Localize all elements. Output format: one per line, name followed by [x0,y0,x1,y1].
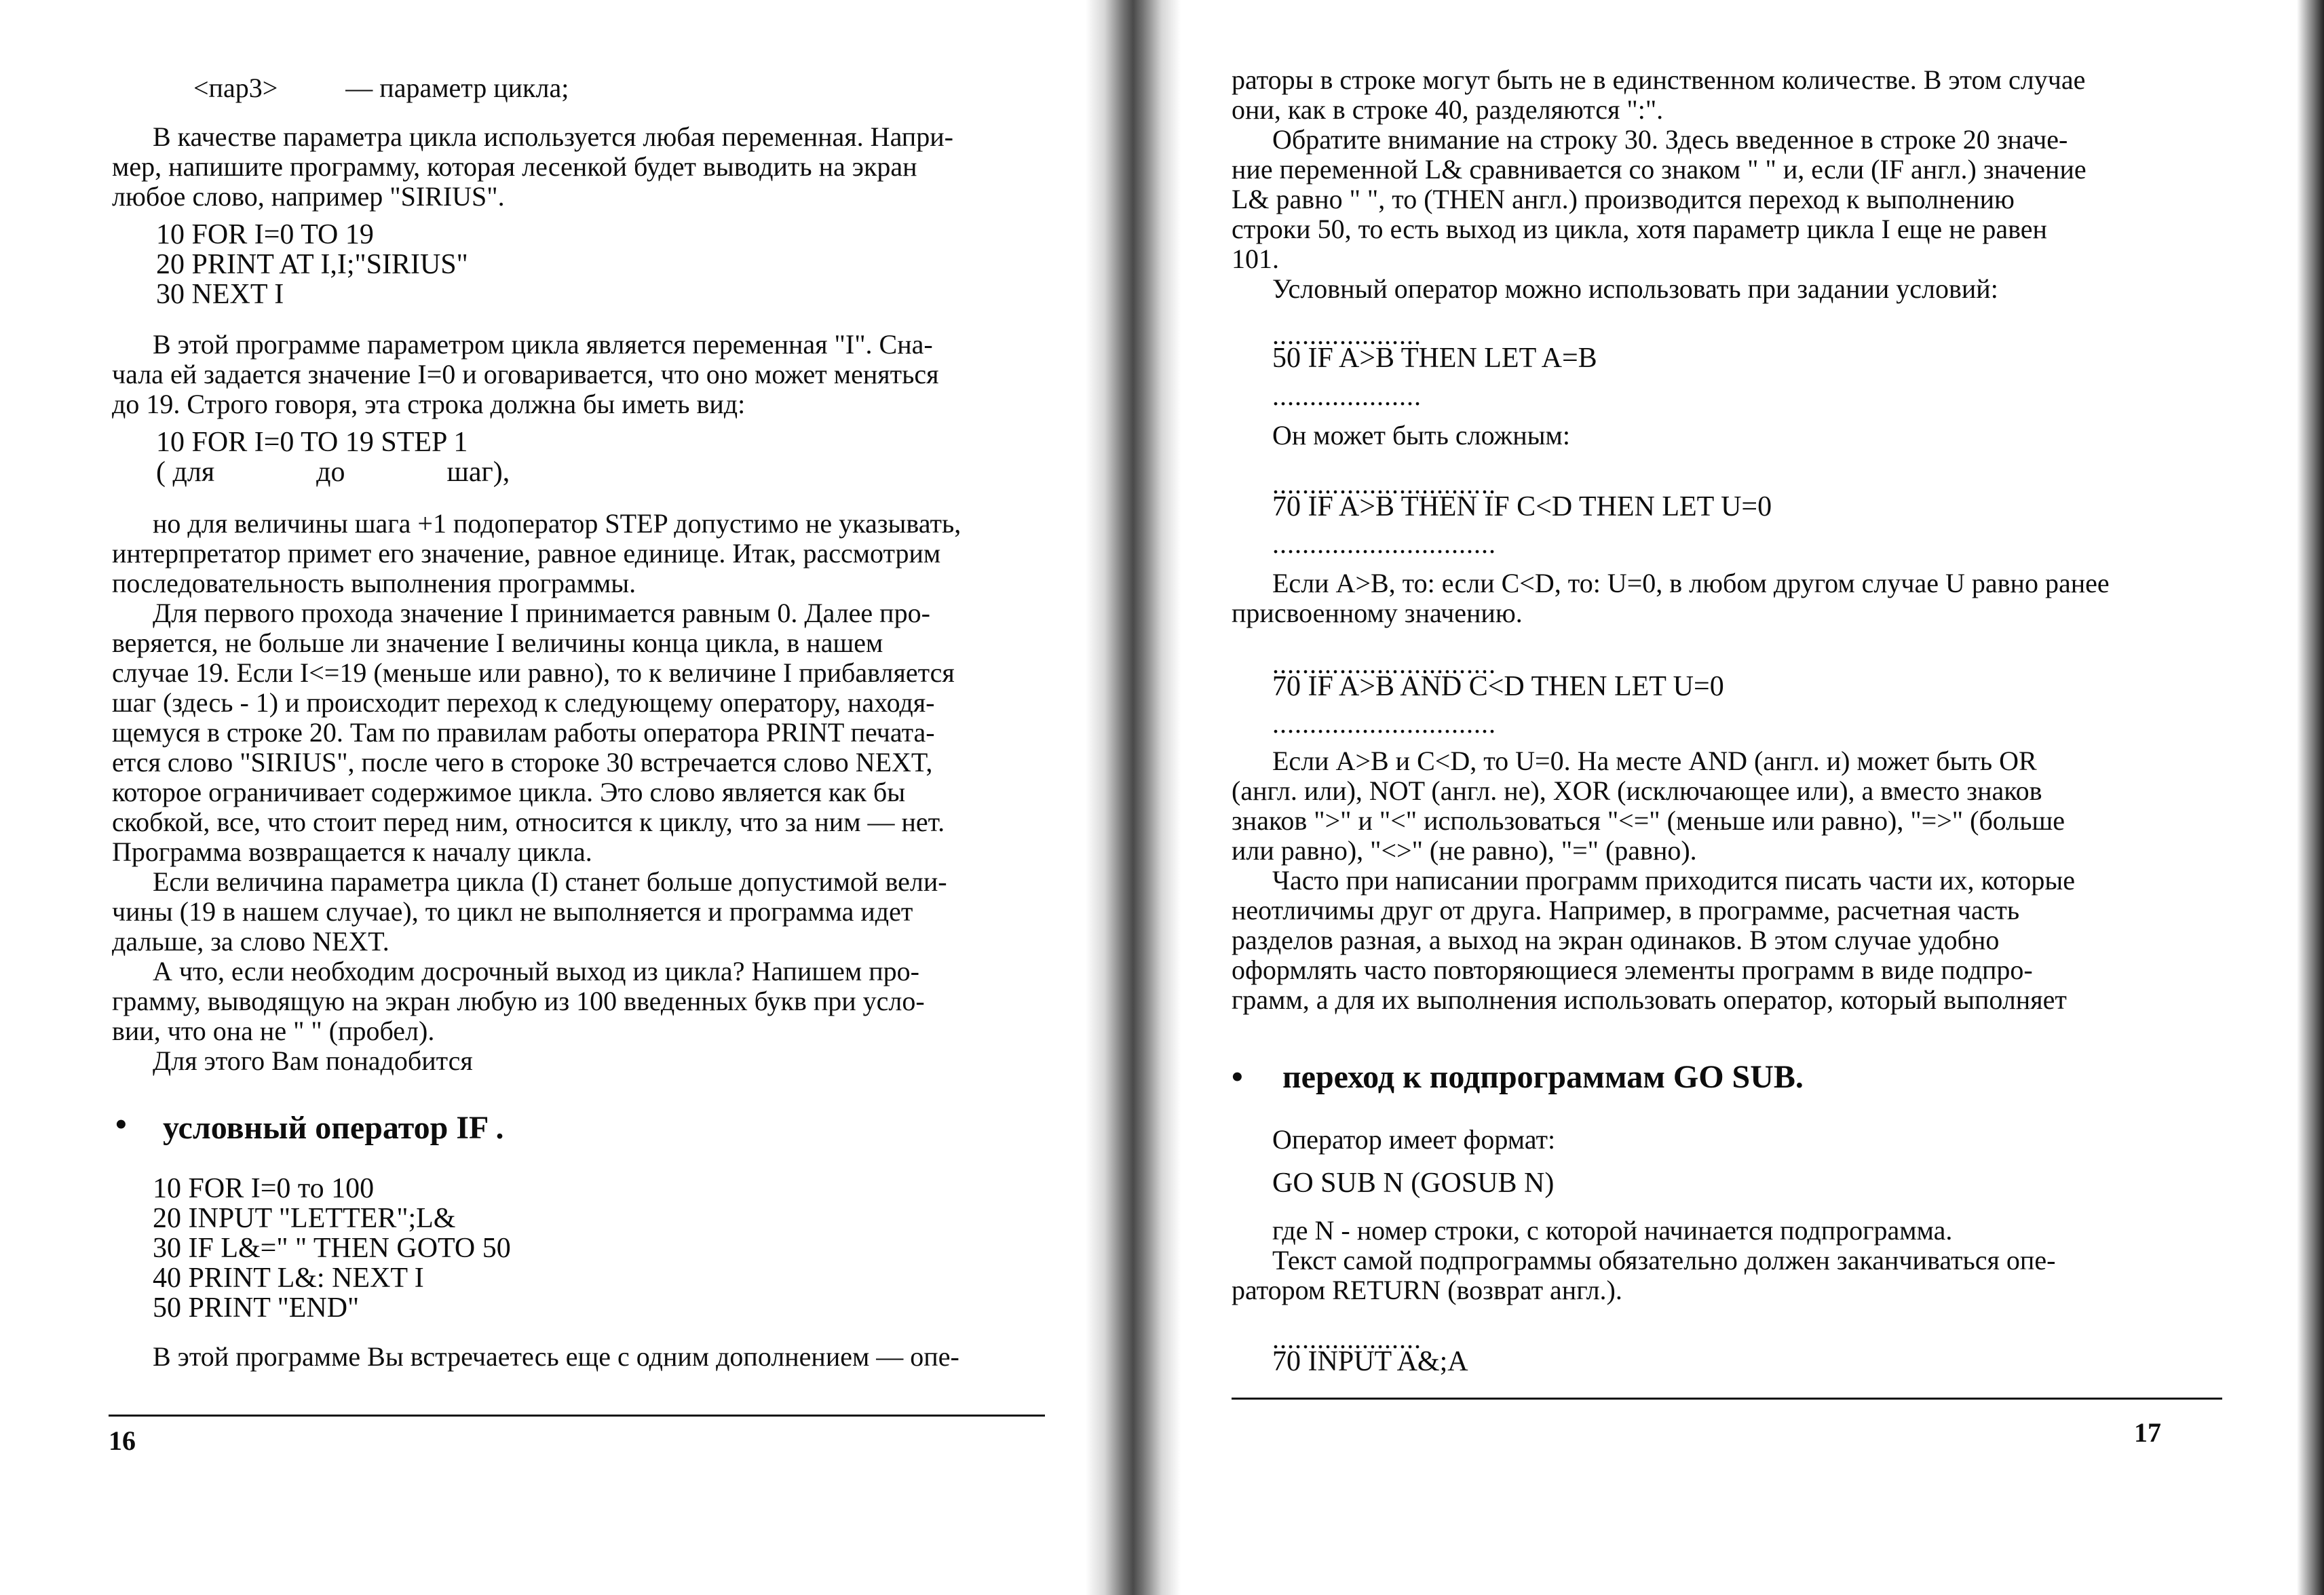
code-block-3: 10 FOR I=0 то 100 20 INPUT "LETTER";L& 30 IF L&=" " THEN GOTO 50 40 PRINT L&: NEXT I 50 PRINT "END" [153,1173,511,1324]
code-block-2: 10 FOR I=0 TO 19 STEP 1 ( для до шаг), [156,427,510,488]
code-gloss: ( для до шаг), [156,457,510,488]
complex-label: Он может быть сложным: [1272,420,1570,450]
code-block-1: 10 FOR I=0 TO 19 20 PRINT AT I,I;"SIRIUS" 30 NEXT I [156,219,468,310]
code-line-4: 70 INPUT A&;A [1272,1346,1468,1377]
paragraph-3: но для величины шага +1 подоператор STEP допустимо не указывать, интерпретатор примет его значение, равное единице. Итак, рассмотрим последовательность выполнения программы. Для первого прохода значение I принимается равным 0. Далее про- веряется, не больше ли значение I величины конца цикла, в нашем случае 19. Если I<=19 (меньше или равно), то к величине I прибавляется шаг (здесь - 1) и происходит переход к следующему оператору, находя- щемуся в строке 20. Там по правилам работы оператора PRINT печата- ется слово "SIRIUS", после чего в стороке 30 встречается слово NEXT, которое ограничивает содержимое цикла. Это слово является как бы скобкой, все, что стоит перед ним, относится к циклу, что за ним — нет. Программа возвращается к началу цикла. Если величина параметра цикла (I) станет больше допустимой вели- чины (19 в нашем случае), то цикл не выполняется и программа идет дальше, за слово NEXT. А что, если необходим досрочный выход из цикла? Напишем про- грамму, выводящую на экран любую из 100 введенных букв при усло- вии, что она не " " (пробел). Для этого Вам понадобится [112,508,961,1076]
ellipsis-line: .................... [1272,320,1422,350]
paragraph-1: раторы в строке могут быть не в единственном количестве. В этом случае они, как в строке 40, разделяются ":". Обратите внимание на строку 30. Здесь введенное в строке 20 значе- ние переменной L& сравнивается со знаком " " и, если (IF англ.) значение L& равно " ", то (THEN англ.) производится переход к выполнению строки 50, то есть выход из цикла, хотя параметр цикла I еще не равен 101. Условный оператор можно использовать при задании условий: [1232,64,2087,304]
footer-rule [1232,1398,2222,1400]
paragraph-2: Если A>B, то: если C<D, то: U=0, в любом другом случае U равно ранее присвоенному значению. [1232,568,2110,628]
ellipsis-line: .................... [1272,1324,1422,1354]
ellipsis-line: .................... [1272,381,1422,411]
footer-rule [109,1415,1045,1417]
paragraph-1: В качестве параметра цикла используется любая переменная. Напри- мер, напишите программу, которая лесенкой будет выводить на экран любое слово, например "SIRIUS". [112,121,953,212]
ellipsis-line: .............................. [1272,469,1496,499]
paragraph-4: где N - номер строки, с которой начинается подпрограмма. Текст самой подпрограммы обязательно должен заканчиваться опе- ратором RETURN (возврат англ.). [1232,1215,2056,1305]
code-line-1: 50 IF A>B THEN LET A=B [1272,343,1597,374]
page-number: 17 [2134,1417,2161,1448]
bullet-icon: • [1232,1059,1243,1095]
heading-if: условный оператор IF . [163,1110,504,1146]
code-line-2: 70 IF A>B THEN IF C<D THEN LET U=0 [1272,491,1772,522]
param-line: <пар3> — параметр цикла; [193,73,569,103]
code-line-3: 70 IF A>B AND C<D THEN LET U=0 [1272,671,1724,702]
ellipsis-line: .............................. [1272,649,1496,679]
format-code: GO SUB N (GOSUB N) [1272,1168,1555,1199]
page-number: 16 [109,1425,136,1456]
paragraph-4: В этой программе Вы встречаетесь еще с одним дополнением — опе- [153,1341,959,1372]
heading-gosub: переход к подпрограммам GO SUB. [1282,1059,1804,1095]
ellipsis-line: .............................. [1272,529,1496,559]
paragraph-3: Если A>B и C<D, то U=0. На месте AND (англ. и) может быть OR (англ. или), NOT (англ. не), XOR (исключающее или), а вместо знаков знаков ">" и "<" использоваться "<=" (меньше или равно), "=>" (больше или равно), "<>" (не равно), "=" (равно). Часто при написании программ приходится писать части их, которые неотличимы друг от друга. Например, в программе, расчетная часть разделов разная, а выход на экран одинаков. В этом случае удобно оформлять часто повторяющиеся элементы программ в виде подпро- грамм, а для их выполнения использовать оператор, который выполняет [1232,746,2076,1015]
left-page [0,0,1113,1595]
format-label: Оператор имеет формат: [1272,1124,1556,1155]
right-page [1154,0,2324,1595]
ellipsis-line: .............................. [1272,708,1496,739]
paragraph-2: В этой программе параметром цикла является переменная "I". Сна- чала ей задается значение I=0 и оговаривается, что оно может меняться до 19. Строго говоря, эта строка должна бы иметь вид: [112,329,939,419]
bullet-icon: • [115,1107,127,1142]
